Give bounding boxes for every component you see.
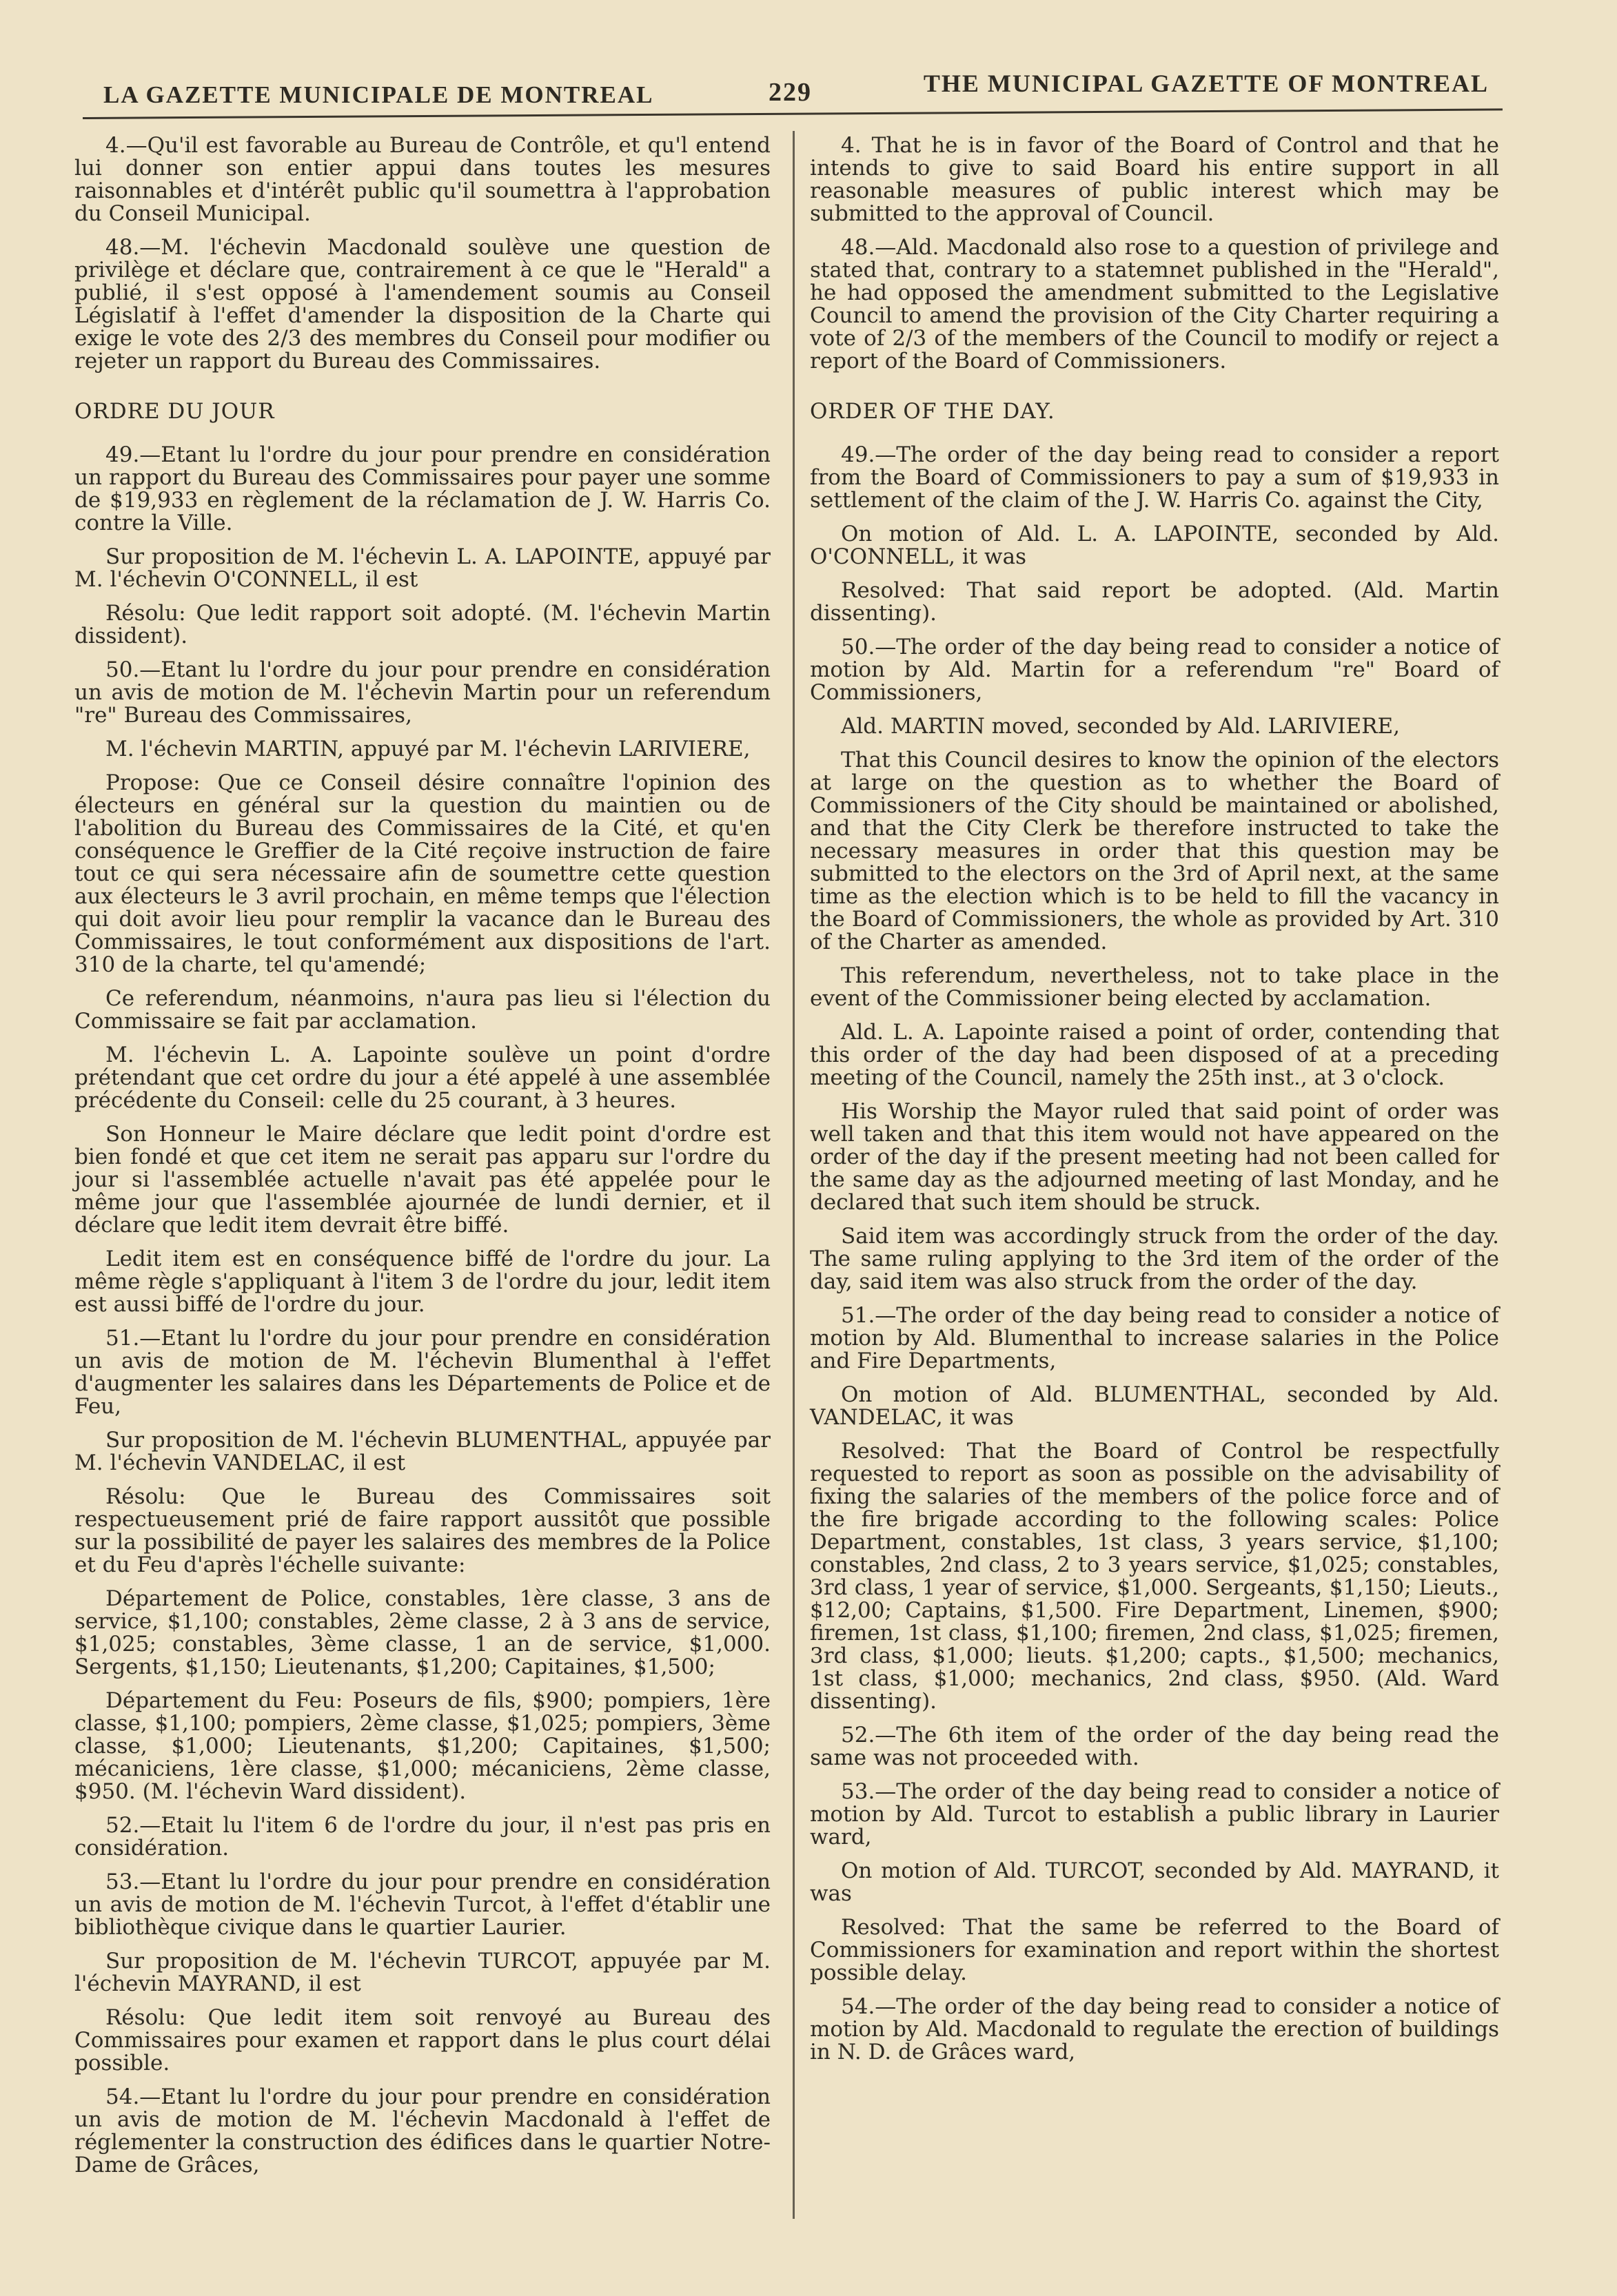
english-paragraph: His Worship the Mayor ruled that said point of order was well taken and that this item would not have appeared on the order of the day if the present meeting had not been called for the same day as the adjourned meeting of last Monday, and he declared that such item should be struck. — [810, 1099, 1499, 1215]
french-paragraph: 51.—Etant lu l'ordre du jour pour prendre en considération un avis de motion de M. l'échevin Blumenthal à l'effet d'augmenter les salaires dans les Départements de Police et de Feu, — [74, 1326, 771, 1419]
french-paragraph: M. l'échevin L. A. Lapointe soulève un point d'ordre prétendant que cet ordre du jour a été appelé à une assemblée précédente du Conseil: celle du 25 courant, à 3 heures. — [74, 1043, 771, 1113]
french-paragraph: Son Honneur le Maire déclare que ledit point d'ordre est bien fondé et que cet item ne serait pas apparu sur l'ordre du jour si l'assemblée actuelle n'avait pas été appelée pour le même jour que l'assemblée ajournée de lundi dernier, et il déclare que ledit item devrait être biffé. — [74, 1122, 771, 1238]
english-paragraph: 53.—The order of the day being read to consider a notice of motion by Ald. Turcot to establish a public library in Laurier ward, — [810, 1779, 1499, 1849]
french-paragraph: Résolu: Que ledit rapport soit adopté. (M. l'échevin Martin dissident). — [74, 601, 771, 648]
french-paragraph: Sur proposition de M. l'échevin L. A. LAPOINTE, appuyé par M. l'échevin O'CONNELL, il est — [74, 544, 771, 592]
english-paragraph: Ald. L. A. Lapointe raised a point of order, contending that this order of the day had been disposed of at a preceding meeting of the Council, namely the 25th inst., at 3 o'clock. — [810, 1020, 1499, 1090]
english-paragraph: On motion of Ald. TURCOT, seconded by Ald. MAYRAND, it was — [810, 1858, 1499, 1906]
french-paragraph: Ce referendum, néanmoins, n'aura pas lieu si l'élection du Commissaire se fait par acclamation. — [74, 986, 771, 1034]
french-paragraph: 50.—Etant lu l'ordre du jour pour prendre en considération un avis de motion de M. l'échevin Martin pour un referendum "re" Bureau des Commissaires, — [74, 657, 771, 728]
english-paragraph: 52.—The 6th item of the order of the day being read the same was not proceeded with. — [810, 1723, 1499, 1770]
english-paragraph: 50.—The order of the day being read to consider a notice of motion by Ald. Martin for a referendum "re" Board of Commissioners, — [810, 635, 1499, 705]
english-paragraph: 51.—The order of the day being read to consider a notice of motion by Ald. Blumenthal to increase salaries in the Police and Fire Departments, — [810, 1303, 1499, 1373]
english-paragraph: Resolved: That the Board of Control be respectfully requested to report as soon as possible on the advisability of fixing the salaries of the members of the police force and of the fire brigade according to the following scales: Police Department, constables, 1st class, 3 years service, $1,100; constables, 2nd class, 2 to 3 years service, $1,025; constables, 3rd class, 1 year of service, $1,000. Sergeants, $1,150; Lieuts., $12,00; Captains, $1,500. Fire Department, Linemen, $900; firemen, 1st class, $1,100; firemen, 2nd class, $1,025; firemen, 3rd class, $1,000; lieuts. $1,200; capts., $1,500; mechanics, 1st class, $1,000; mechanics, 2nd class, $950. (Ald. Ward dissenting). — [810, 1439, 1499, 1714]
french-section-heading: ORDRE DU JOUR — [74, 399, 275, 424]
french-paragraph: Sur proposition de M. l'échevin TURCOT, appuyée par M. l'échevin MAYRAND, il est — [74, 1949, 771, 1996]
french-paragraph: 52.—Etait lu l'item 6 de l'ordre du jour, il n'est pas pris en considération. — [74, 1813, 771, 1861]
french-paragraph: Résolu: Que ledit item soit renvoyé au Bureau des Commissaires pour examen et rapport dans le plus court délai possible. — [74, 2005, 771, 2075]
french-paragraph: Sur proposition de M. l'échevin BLUMENTHAL, appuyée par M. l'échevin VANDELAC, il est — [74, 1428, 771, 1475]
french-paragraph: 49.—Etant lu l'ordre du jour pour prendre en considération un rapport du Bureau des Commissaires pour payer une somme de $19,933 en règlement de la réclamation de J. W. Harris Co. contre la Ville. — [74, 442, 771, 535]
header-french-title: LA GAZETTE MUNICIPALE DE MONTREAL — [103, 81, 654, 108]
english-paragraph: Said item was accordingly struck from the order of the day. The same ruling applying to the 3rd item of the order of the day, said item was also struck from the order of the day. — [810, 1224, 1499, 1294]
english-paragraph: 4. That he is in favor of the Board of Control and that he intends to give to said Board his entire support in all reasonable measures of public interest which may be submitted to the approval of Council. — [810, 133, 1499, 226]
french-paragraph: 4.—Qu'il est favorable au Bureau de Contrôle, et qu'l entend lui donner son entier appui dans toutes les mesures raisonnables et d'intérêt public qu'il soumettra à l'approbation du Conseil Municipal. — [74, 133, 771, 226]
english-paragraph: 54.—The order of the day being read to consider a notice of motion by Ald. Macdonald to regulate the erection of buildings in N. D. de Grâces ward, — [810, 1994, 1499, 2064]
page-number: 229 — [769, 78, 812, 107]
english-column — [810, 134, 1499, 2075]
english-paragraph: 48.—Ald. Macdonald also rose to a question of privilege and stated that, contrary to a statemnet published in the "Herald", he had opposed the amendment submitted to the Legislative Council to amend the provision of the City Charter requiring a vote of 2/3 of the members of the Council to modify or reject a report of the Board of Commissioners. — [810, 235, 1499, 373]
english-paragraph: 49.—The order of the day being read to consider a report from the Board of Commissioners to pay a sum of $19,933 in settlement of the claim of the J. W. Harris Co. against the City, — [810, 442, 1499, 513]
french-column — [74, 134, 771, 2188]
french-paragraph: 48.—M. l'échevin Macdonald soulève une question de privilège et déclare que, contrairement à ce que le "Herald" a publié, il s'est opposé à l'amendement soumis au Conseil Législatif à l'effet d'amender la disposition de la Charte qui exige le vote des 2/3 des membres du Conseil pour modifier ou rejeter un rapport du Bureau des Commissaires. — [74, 235, 771, 373]
french-paragraph: Propose: Que ce Conseil désire connaître l'opinion des électeurs en général sur la question du maintien ou de l'abolition du Bureau des Commissaires de la Cité, et qu'en conséquence le Greffier de la Cité reçoive instruction de faire tout ce qui sera nécessaire afin de soumettre cette question aux électeurs le 3 avril prochain, en même temps que l'élection qui doit avoir lieu pour remplir la vacance dan le Bureau des Commissaires, le tout conformément aux dispositions de l'art. 310 de la charte, tel qu'amendé; — [74, 770, 771, 977]
french-paragraph: Département du Feu: Poseurs de fils, $900; pompiers, 1ère classe, $1,100; pompiers, 2ème classe, $1,025; pompiers, 3ème classe, $1,000; Lieutenants, $1,200; Capitaines, $1,500; mécaniciens, 1ère classe, $1,000; mécaniciens, 2ème classe, $950. (M. l'échevin Ward dissident). — [74, 1688, 771, 1804]
french-paragraph: M. l'échevin MARTIN, appuyé par M. l'échevin LARIVIERE, — [105, 737, 751, 761]
english-section-heading: ORDER OF THE DAY. — [810, 399, 1055, 424]
english-paragraph: That this Council desires to know the opinion of the electors at large on the question as to whether the Board of Commissioners of the City should be maintained or abolished, and that the City Clerk be therefore instructed to take the necessary measures in order that this question may be submitted to the electors on the 3rd of April next, at the same time as the election which is to be held to fill the vacancy in the Board of Commissioners, the whole as provided by Art. 310 of the Charter as amended. — [810, 748, 1499, 954]
column-divider — [793, 131, 795, 2219]
english-paragraph: On motion of Ald. L. A. LAPOINTE, seconded by Ald. O'CONNELL, it was — [810, 522, 1499, 569]
english-paragraph: Ald. MARTIN moved, seconded by Ald. LARIVIERE, — [841, 714, 1400, 739]
french-paragraph: Département de Police, constables, 1ère classe, 3 ans de service, $1,100; constables, 2ème classe, 2 à 3 ans de service, $1,025; constables, 3ème classe, 1 an de service, $1,000. Sergents, $1,150; Lieutenants, $1,200; Capitaines, $1,500; — [74, 1586, 771, 1679]
french-paragraph: Résolu: Que le Bureau des Commissaires soit respectueusement prié de faire rapport aussitôt que possible sur la possibilité de payer les salaires des membres de la Police et du Feu d'après l'échelle suivante: — [74, 1484, 771, 1577]
english-paragraph: Resolved: That the same be referred to the Board of Commissioners for examination and report within the shortest possible delay. — [810, 1915, 1499, 1985]
french-paragraph: 54.—Etant lu l'ordre du jour pour prendre en considération un avis de motion de M. l'échevin Macdonald à l'effet de réglementer la construction des édifices dans le quartier Notre-Dame de Grâces, — [74, 2084, 771, 2177]
english-paragraph: This referendum, nevertheless, not to take place in the event of the Commissioner being elected by acclamation. — [810, 963, 1499, 1011]
french-paragraph: 53.—Etant lu l'ordre du jour pour prendre en considération un avis de motion de M. l'échevin Turcot, à l'effet d'établir une bibliothèque civique dans le quartier Laurier. — [74, 1869, 771, 1940]
french-paragraph: Ledit item est en conséquence biffé de l'ordre du jour. La même règle s'appliquant à l'item 3 de l'ordre du jour, ledit item est aussi biffé de l'ordre du jour. — [74, 1247, 771, 1317]
english-paragraph: On motion of Ald. BLUMENTHAL, seconded by Ald. VANDELAC, it was — [810, 1382, 1499, 1430]
english-paragraph: Resolved: That said report be adopted. (Ald. Martin dissenting). — [810, 578, 1499, 626]
header-english-title: THE MUNICIPAL GAZETTE OF MONTREAL — [923, 70, 1489, 97]
